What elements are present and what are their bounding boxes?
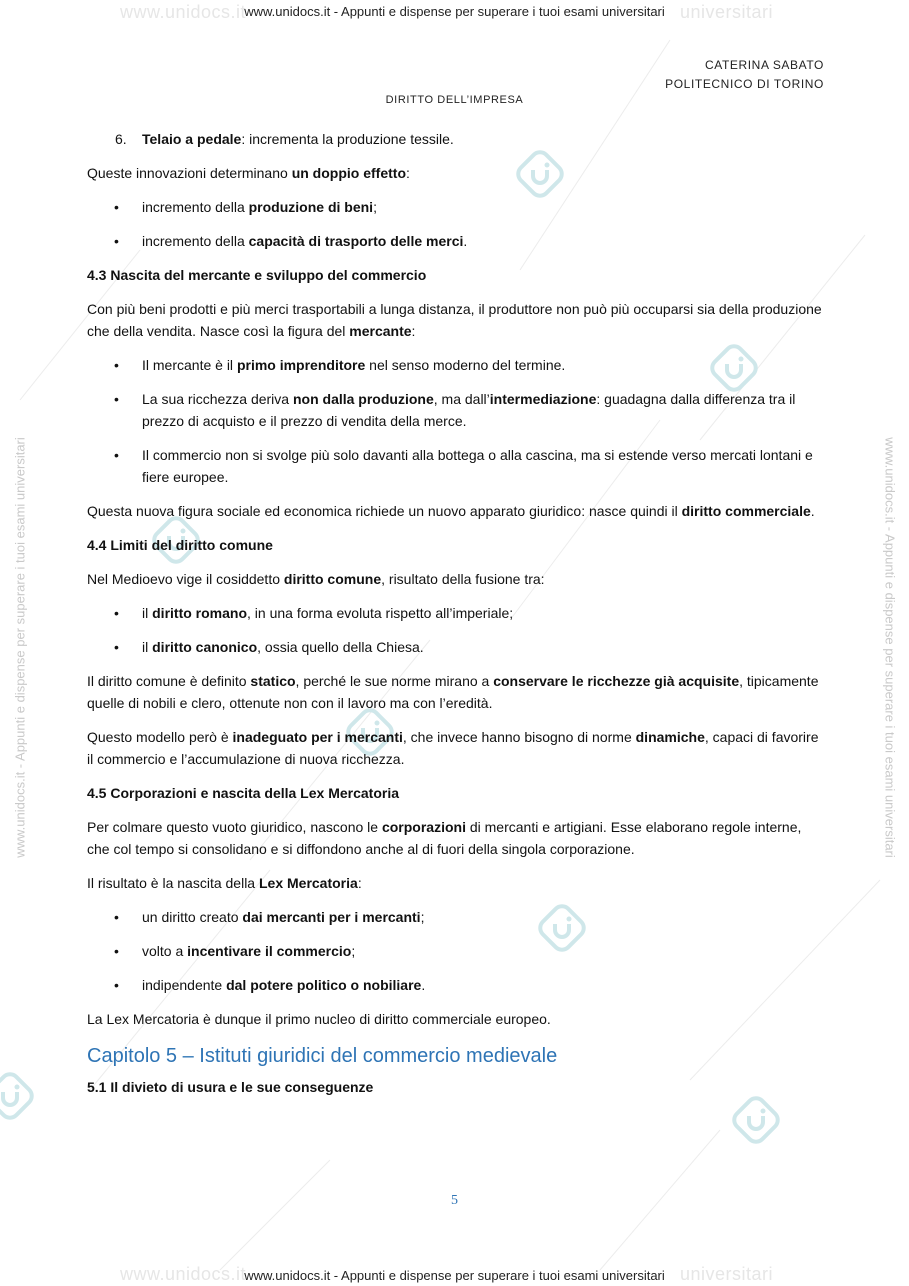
- bullet-list: [87, 602, 822, 658]
- section-heading-4-5: 4.5 Corporazioni e nascita della Lex Mercatoria: [87, 785, 399, 801]
- list-item: • indipendente dal potere politico o nobiliare.: [87, 974, 822, 996]
- bullet-list: [87, 196, 822, 252]
- numbered-list: [87, 128, 822, 150]
- watermark-ghost-right-bottom: universitari: [680, 1264, 774, 1284]
- list-item: • Il mercante è il primo imprenditore nel senso moderno del termine.: [87, 354, 822, 376]
- section-heading-4-3: 4.3 Nascita del mercante e sviluppo del commercio: [87, 267, 427, 283]
- section-heading-4-4: 4.4 Limiti del diritto comune: [87, 537, 273, 553]
- paragraph: Per colmare questo vuoto giuridico, nascono le corporazioni di mercanti e artigiani. Esse elaborano regole interne, che col tempo si consolidano e si diffondono anche al di fuori della singola corporazione.: [87, 819, 802, 857]
- watermark-side-right: www.unidocs.it - Appunti e dispense per superare i tuoi esami universitari: [882, 437, 898, 858]
- list-item: • incremento della capacità di trasporto delle merci.: [87, 230, 822, 252]
- list-item: • volto a incentivare il commercio;: [87, 940, 822, 962]
- list-item: • il diritto romano, in una forma evoluta rispetto all’imperiale;: [87, 602, 822, 624]
- list-item: • incremento della produzione di beni;: [87, 196, 822, 218]
- paragraph: Il risultato è la nascita della Lex Mercatoria:: [87, 875, 362, 891]
- header-author: CATERINA SABATO: [704, 58, 824, 72]
- section-heading-5-1: 5.1 Il divieto di usura e le sue conseguenze: [87, 1079, 374, 1095]
- paragraph: Nel Medioevo vige il cosiddetto diritto comune, risultato della fusione tra:: [87, 571, 545, 587]
- paragraph: Il diritto comune è definito statico, perché le sue norme mirano a conservare le ricchezze già acquisite, tipicamente quelle di nobili e clero, ottenute non con il lavoro ma con l’eredità.: [87, 673, 819, 711]
- paragraph: Questo modello però è inadeguato per i mercanti, che invece hanno bisogno di norme dinamiche, capaci di favorire il commercio e l’accumulazione di nuova ricchezza.: [87, 729, 819, 767]
- header-author-block: [665, 56, 824, 94]
- header-course: DIRITTO DELL’IMPRESA: [385, 94, 524, 106]
- watermark-banner-top: www.unidocs.it - Appunti e dispense per superare i tuoi esami universitari: [244, 4, 665, 19]
- watermark-side-left: www.unidocs.it - Appunti e dispense per superare i tuoi esami universitari: [12, 437, 28, 858]
- bullet-list: [87, 906, 822, 996]
- watermark-ghost-left-bottom: www.unidocs.it: [120, 1264, 247, 1284]
- list-number: 6.: [115, 131, 127, 147]
- document-body: [87, 128, 822, 1110]
- watermark-banner-bottom: www.unidocs.it - Appunti e dispense per superare i tuoi esami universitari: [244, 1268, 665, 1283]
- watermark-ghost-left: www.unidocs.it: [120, 2, 247, 22]
- header-institution: POLITECNICO DI TORINO: [665, 77, 824, 91]
- list-item: 6. Telaio a pedale: incrementa la produzione tessile.: [87, 128, 822, 150]
- paragraph: Questa nuova figura sociale ed economica richiede un nuovo apparato giuridico: nasce quindi il diritto commerciale.: [87, 503, 815, 519]
- list-item: • un diritto creato dai mercanti per i mercanti;: [87, 906, 822, 928]
- paragraph: Queste innovazioni determinano un doppio effetto:: [87, 165, 410, 181]
- list-item: • il diritto canonico, ossia quello della Chiesa.: [87, 636, 822, 658]
- unidocs-logo-icon: [0, 1072, 34, 1120]
- list-item: • Il commercio non si svolge più solo davanti alla bottega o alla cascina, ma si estende verso mercati lontani e fiere europee.: [87, 444, 822, 488]
- paragraph: Con più beni prodotti e più merci trasportabili a lunga distanza, il produttore non può più occuparsi sia della produzione che della vendita. Nasce così la figura del mercante:: [87, 301, 822, 339]
- page-number: 5: [451, 1193, 458, 1208]
- watermark-ghost-right: universitari: [680, 2, 774, 22]
- paragraph: La Lex Mercatoria è dunque il primo nucleo di diritto commerciale europeo.: [87, 1011, 551, 1027]
- chapter-heading: Capitolo 5 – Istituti giuridici del commercio medievale: [87, 1045, 558, 1067]
- bullet-list: [87, 354, 822, 488]
- list-item: • La sua ricchezza deriva non dalla produzione, ma dall’intermediazione: guadagna dalla differenza tra il prezzo di acquisto e il prezzo di vendita della merce.: [87, 388, 822, 432]
